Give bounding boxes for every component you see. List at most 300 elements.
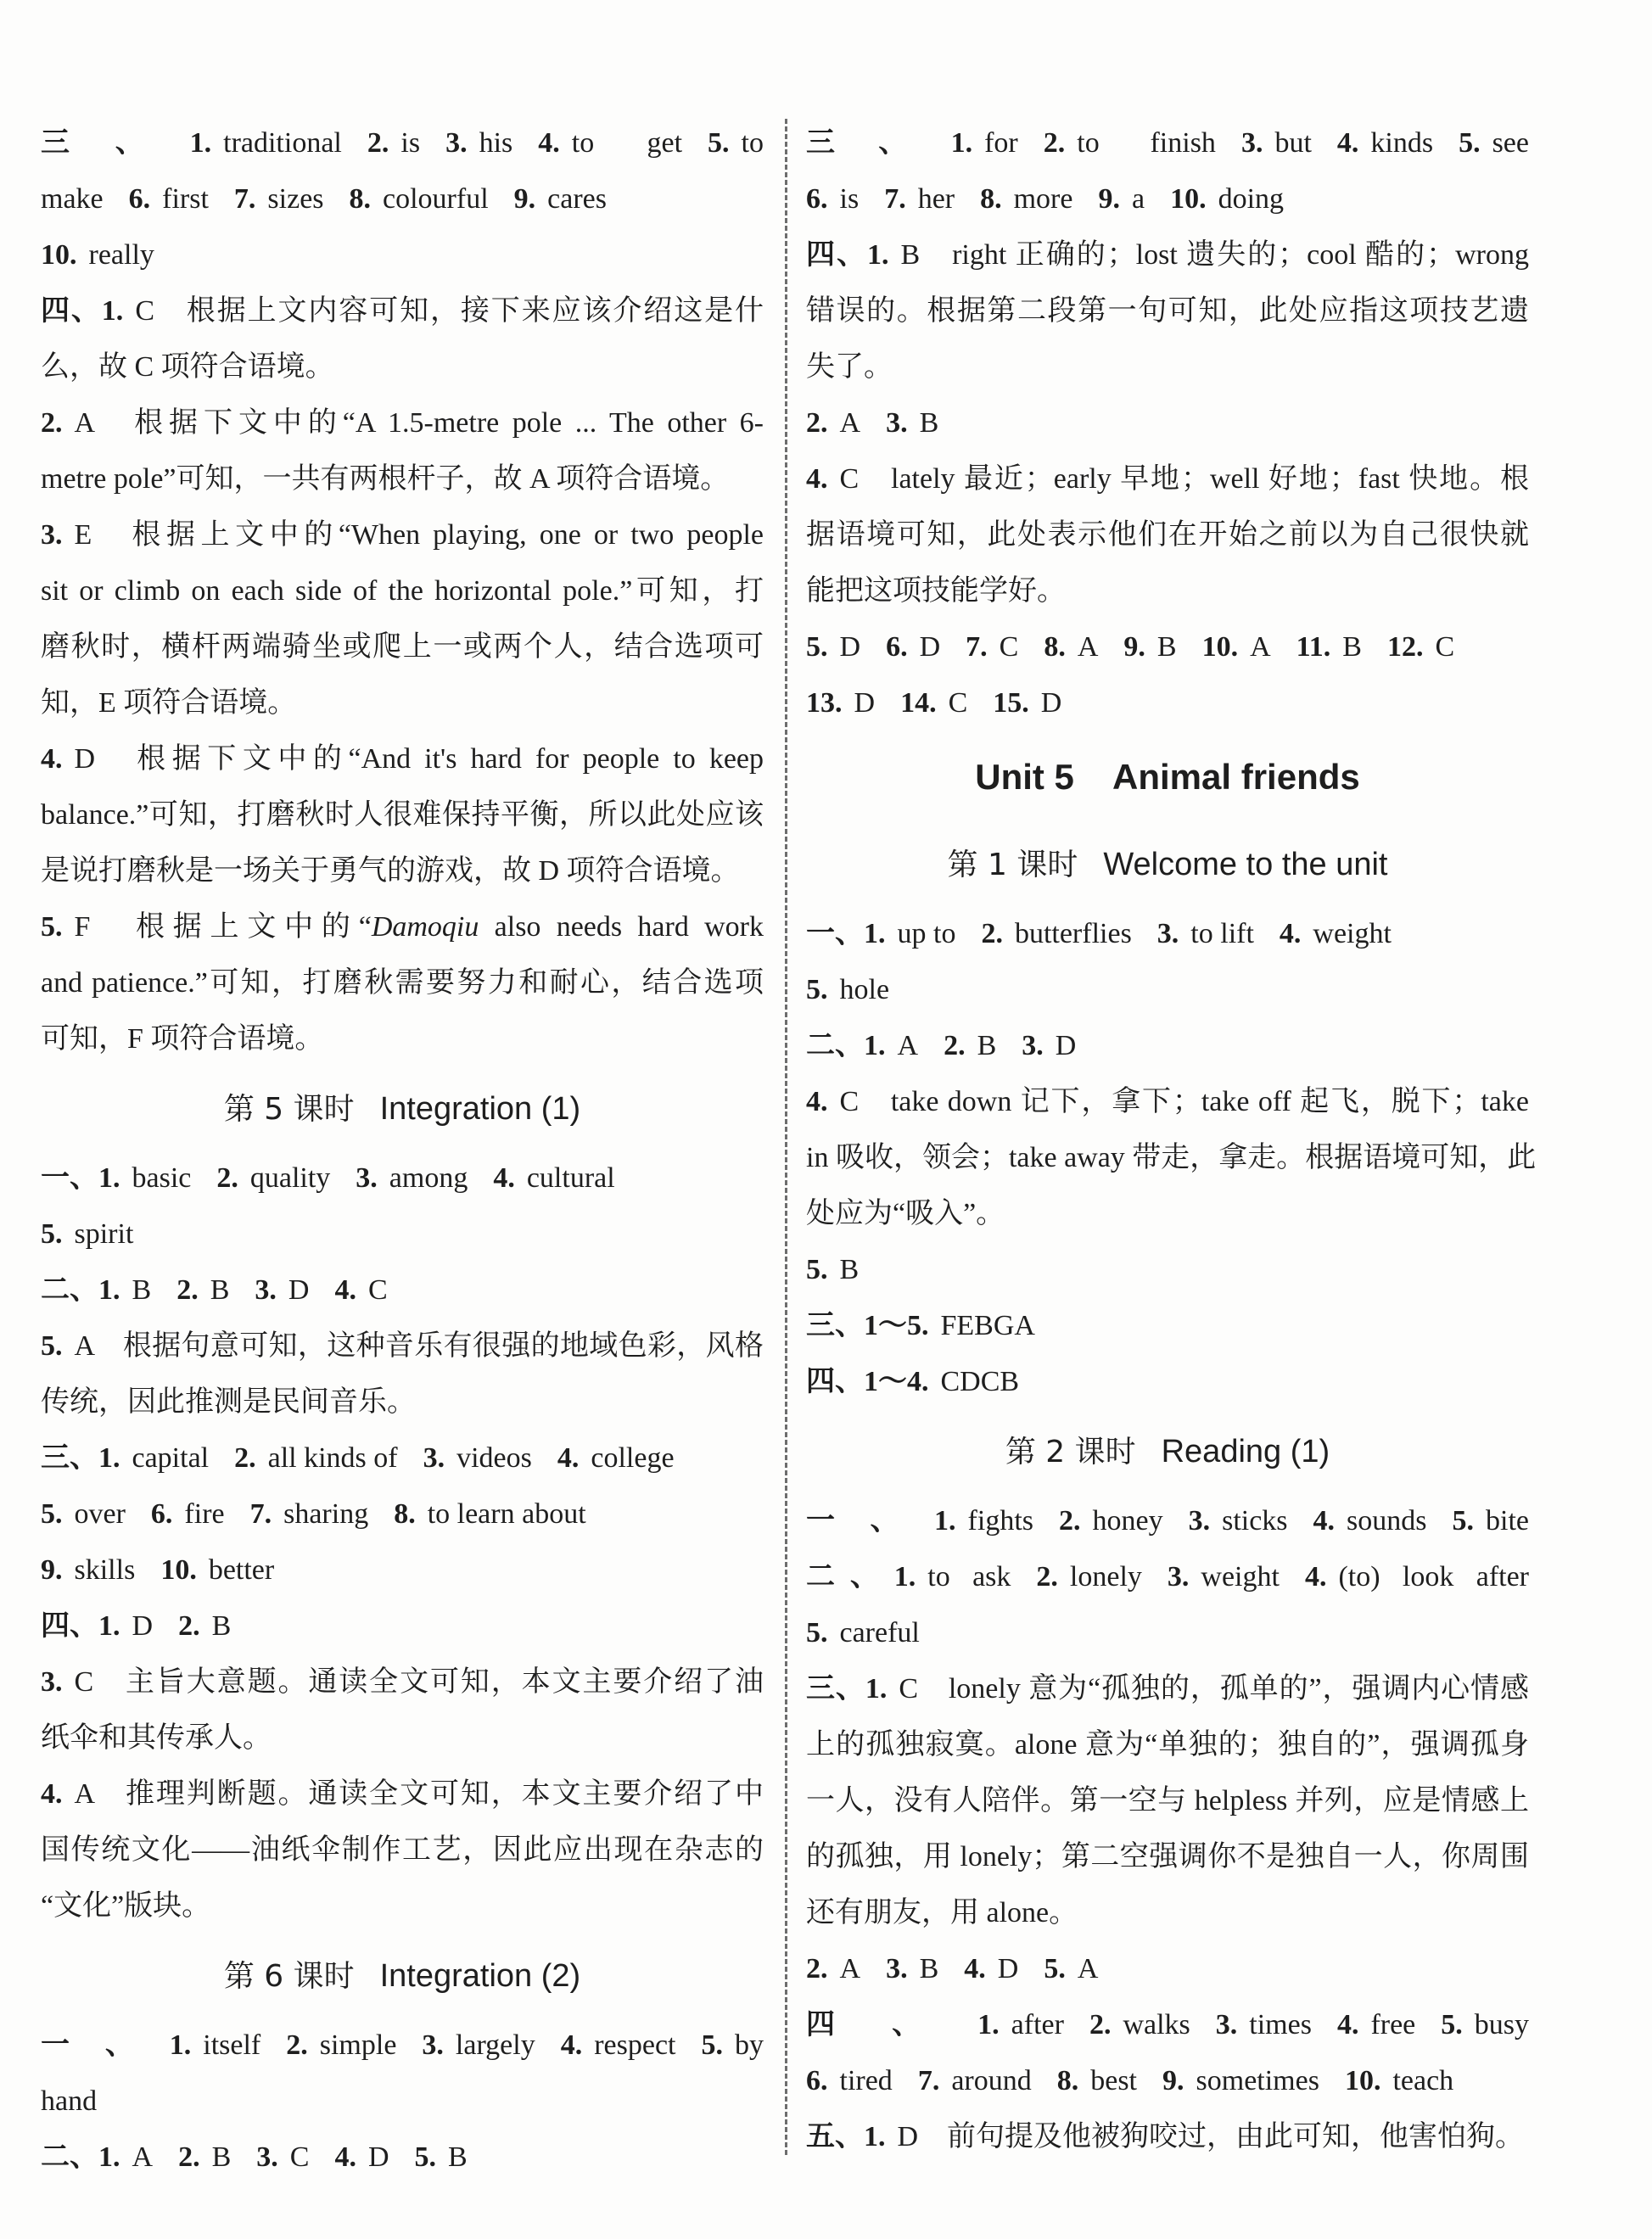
- question-number: 四、1.: [806, 2009, 1000, 2040]
- left-column: [41, 115, 764, 2186]
- answer-text: 传统，因此推测是民间音乐。: [41, 1386, 416, 1418]
- answer-line: [41, 1822, 764, 1878]
- answer-line: [806, 563, 1529, 619]
- answer-text: capital: [132, 1442, 210, 1474]
- answer-text: better: [208, 1554, 275, 1586]
- answer-line: [41, 283, 764, 339]
- answer-text: his: [479, 127, 513, 159]
- question-number: 2.: [806, 407, 828, 439]
- answer-text: D: [839, 631, 861, 663]
- answer-line: [41, 2130, 764, 2186]
- answer-text: B: [448, 2141, 468, 2173]
- answer-text: after: [1011, 2009, 1064, 2040]
- answer-text: her: [917, 183, 955, 215]
- answer-line: [41, 1486, 764, 1542]
- lesson-number: 第 2 课时: [1005, 1435, 1136, 1469]
- question-number: 9.: [41, 1554, 63, 1586]
- question-number: 四、1.: [41, 1610, 120, 1642]
- question-number: 7.: [233, 183, 256, 215]
- answer-text: around: [951, 2065, 1032, 2096]
- question-number: 8.: [980, 183, 1002, 215]
- answer-text: and patience.”可知，打磨秋需要努力和耐心，结合选项: [41, 967, 764, 999]
- answer-text: (to) look after: [1338, 1561, 1529, 1592]
- answer-text: 还有朋友，用 alone。: [806, 1897, 1078, 1928]
- answer-line: [806, 1018, 1529, 1074]
- answer-text: butterflies: [1014, 918, 1132, 949]
- answer-text: sit or climb on each side of the horizontal pole.”可知，打: [41, 575, 764, 607]
- question-number: 10.: [1344, 2065, 1381, 2096]
- question-number: 2.: [286, 2029, 308, 2061]
- question-number: 3.: [1167, 1561, 1190, 1592]
- answer-text: B: [1342, 631, 1362, 663]
- question-number: 3.: [1022, 1030, 1044, 1061]
- question-number: 7.: [966, 631, 988, 663]
- answer-text: for: [984, 127, 1018, 159]
- question-number: 3.: [422, 2029, 444, 2061]
- question-number: 三、1.: [806, 1673, 888, 1704]
- answer-text: see: [1492, 127, 1529, 159]
- question-number: 5.: [1441, 2009, 1463, 2040]
- question-number: 2.: [1059, 1505, 1081, 1537]
- question-number: 4.: [557, 1442, 580, 1474]
- question-number: 5.: [806, 1617, 828, 1648]
- question-number: 4.: [41, 1778, 63, 1810]
- question-number: 3.: [1215, 2009, 1238, 2040]
- answer-line: [806, 2109, 1529, 2165]
- answer-line: [806, 171, 1529, 227]
- answer-line: [41, 395, 764, 451]
- answer-text: but: [1274, 127, 1312, 159]
- question-number: 10.: [1170, 183, 1207, 215]
- answer-line: [41, 171, 764, 227]
- question-number: 一、1.: [41, 2029, 192, 2061]
- lesson-heading: [41, 1934, 764, 2018]
- answer-text: 么，故 C 项符合语境。: [41, 351, 334, 383]
- answer-text: careful: [839, 1617, 920, 1648]
- question-number: 4.: [1313, 1505, 1336, 1537]
- answer-text: 国传统文化——油纸伞制作工艺，因此应出现在杂志的: [41, 1834, 764, 1866]
- question-number: 11.: [1296, 631, 1331, 663]
- question-number: 3.: [886, 407, 908, 439]
- answer-line: [41, 1710, 764, 1766]
- answer-text: A: [1077, 631, 1099, 663]
- answer-text: itself: [203, 2029, 261, 2061]
- question-number: 2.: [178, 1610, 200, 1642]
- answer-text: C: [289, 2141, 310, 2173]
- answer-line: [41, 675, 764, 731]
- answer-text: colourful: [383, 183, 489, 215]
- answer-line: [41, 227, 764, 283]
- answer-text: by: [735, 2029, 764, 2061]
- answer-text: hole: [839, 974, 890, 1005]
- answer-text: fights: [967, 1505, 1033, 1537]
- question-number: 6.: [806, 183, 828, 215]
- question-number: 2.: [41, 407, 63, 439]
- answer-line: [806, 1298, 1529, 1354]
- answer-text: 能把这项技能学好。: [806, 575, 1066, 607]
- answer-line: [806, 1997, 1529, 2053]
- answer-text: free: [1370, 2009, 1416, 2040]
- right-column: [806, 115, 1537, 2165]
- question-number: 14.: [900, 687, 937, 719]
- answer-text: 上的孤独寂寞。alone 意为“单独的；独自的”，强调孤身: [806, 1729, 1529, 1760]
- question-number: 5.: [701, 2029, 723, 2061]
- question-number: 一、1.: [806, 1505, 956, 1537]
- answer-line: [806, 1829, 1529, 1885]
- question-number: 8.: [1044, 631, 1066, 663]
- answer-line: [806, 507, 1529, 563]
- answer-text: A: [1250, 631, 1271, 663]
- answer-text: 失了。: [806, 351, 893, 383]
- question-number: 15.: [993, 687, 1029, 719]
- answer-text: C take down 记下，拿下；take off 起飞，脱下；take: [839, 1086, 1529, 1117]
- answer-text: A 根据句意可知，这种音乐有很强的地域色彩，风格: [74, 1330, 764, 1362]
- answer-line: [806, 1773, 1529, 1829]
- question-number: 三、1.: [806, 127, 973, 159]
- answer-line: [806, 962, 1529, 1018]
- question-number: 5.: [1044, 1953, 1066, 1984]
- question-number: 4.: [560, 2029, 583, 2061]
- answer-text: hand: [41, 2085, 98, 2117]
- question-number: 3.: [356, 1162, 378, 1194]
- answer-text: B: [211, 1610, 232, 1642]
- question-number: 一、1.: [41, 1162, 120, 1194]
- question-number: 6.: [886, 631, 908, 663]
- question-number: 2.: [367, 127, 389, 159]
- question-number: 三、1.: [41, 127, 212, 159]
- answer-text: among: [389, 1162, 468, 1194]
- question-number: 一、1.: [806, 918, 886, 949]
- answer-text: C: [948, 687, 968, 719]
- question-number: 四、1～4.: [806, 1366, 929, 1397]
- question-number: 3.: [423, 1442, 445, 1474]
- answer-text: times: [1249, 2009, 1312, 2040]
- answer-line: [806, 619, 1529, 675]
- answer-text: also needs hard work: [479, 911, 764, 943]
- answer-line: [41, 1598, 764, 1654]
- answer-line: [806, 1354, 1529, 1410]
- lesson-heading: [41, 1067, 764, 1150]
- answer-text: A: [839, 1953, 861, 1984]
- answer-text: A 推理判断题。通读全文可知，本文主要介绍了中: [74, 1778, 764, 1810]
- answer-text: C 根据上文内容可知，接下来应该介绍这是什: [135, 295, 764, 327]
- question-number: 10.: [1201, 631, 1239, 663]
- answer-line: [806, 906, 1529, 962]
- answer-line: [41, 1766, 764, 1822]
- answer-line: [41, 955, 764, 1011]
- answer-text: sharing: [283, 1498, 369, 1530]
- answer-text: D: [367, 2141, 389, 2173]
- question-number: 二、1.: [41, 1274, 120, 1306]
- answer-text: largely: [455, 2029, 535, 2061]
- question-number: 5.: [806, 631, 828, 663]
- answer-text: to lift: [1190, 918, 1254, 949]
- unit-title: Unit 5 Animal friends: [975, 757, 1360, 797]
- question-number: 4.: [334, 2141, 356, 2173]
- answer-text: 是说打磨秋是一场关于勇气的游戏，故 D 项符合语境。: [41, 855, 740, 887]
- question-number: 4.: [334, 1274, 356, 1306]
- answer-line: [41, 843, 764, 899]
- answer-text: to ask: [927, 1561, 1011, 1592]
- question-number: 4.: [806, 1086, 828, 1117]
- question-number: 5.: [414, 2141, 436, 2173]
- lesson-title: Welcome to the unit: [1103, 847, 1388, 882]
- answer-text: metre pole”可知，一共有两根杆子，故 A 项符合语境。: [41, 463, 730, 495]
- answer-text: simple: [319, 2029, 397, 2061]
- question-number: 3.: [445, 127, 468, 159]
- answer-line: [806, 1885, 1529, 1941]
- answer-text: D: [1040, 687, 1062, 719]
- lesson-number: 第 5 课时: [223, 1092, 355, 1127]
- question-number: 5.: [806, 1254, 828, 1285]
- question-number: 四、1.: [806, 239, 889, 271]
- question-number: 4.: [1304, 1561, 1327, 1592]
- question-number: 6.: [150, 1498, 173, 1530]
- answer-text: 纸伞和其传承人。: [41, 1722, 272, 1754]
- answer-line: [41, 1011, 764, 1067]
- answer-text: 据语境可知，此处表示他们在开始之前以为自己很快就: [806, 519, 1529, 551]
- answer-line: [41, 731, 764, 787]
- answer-line: [41, 2074, 764, 2130]
- answer-text: to: [741, 127, 764, 159]
- answer-text: D 前句提及他被狗咬过，由此可知，他害怕狗。: [897, 2121, 1525, 2152]
- answer-text: B: [919, 407, 939, 439]
- answer-line: [806, 2053, 1529, 2109]
- question-number: 5.: [1459, 127, 1481, 159]
- answer-text: best: [1090, 2065, 1138, 2096]
- answer-text: B: [839, 1254, 860, 1285]
- question-number: 3.: [1240, 127, 1263, 159]
- answer-text: 的孤独，用 lonely；第二空强调你不是独自一人，你周围: [806, 1841, 1529, 1872]
- answer-line: [806, 1605, 1529, 1661]
- answer-text: F 根据上文中的“: [74, 911, 372, 943]
- lesson-heading: [806, 1410, 1529, 1493]
- answer-text: 处应为“吸入”。: [806, 1198, 1005, 1229]
- answer-text: all kinds of: [267, 1442, 398, 1474]
- answer-text: sometimes: [1196, 2065, 1319, 2096]
- question-number: 9.: [1123, 631, 1145, 663]
- question-number: 3.: [1156, 918, 1179, 949]
- answer-line: [806, 1074, 1529, 1130]
- answer-text: a: [1131, 183, 1145, 215]
- answer-text: balance.”可知，打磨秋时人很难保持平衡，所以此处应该: [41, 799, 764, 831]
- answer-text: over: [74, 1498, 126, 1530]
- answer-text: D: [132, 1610, 154, 1642]
- answer-text: sizes: [267, 183, 324, 215]
- answer-text: C 主旨大意题。通读全文可知，本文主要介绍了油: [74, 1666, 764, 1698]
- answer-text: D: [1055, 1030, 1077, 1061]
- answer-text: A: [1077, 1953, 1099, 1984]
- answer-line: [41, 1262, 764, 1318]
- answer-text: lonely: [1069, 1561, 1142, 1592]
- answer-text: B: [1156, 631, 1177, 663]
- answer-text: is: [839, 183, 860, 215]
- question-number: 2.: [178, 2141, 200, 2173]
- answer-line: [41, 619, 764, 675]
- answer-text: is: [400, 127, 421, 159]
- question-number: 四、1.: [41, 295, 124, 327]
- question-number: 2.: [1043, 127, 1066, 159]
- answer-text: respect: [594, 2029, 676, 2061]
- question-number: 2.: [176, 1274, 199, 1306]
- answer-line: [806, 395, 1529, 451]
- answer-line: [806, 1941, 1529, 1997]
- question-number: 2.: [1036, 1561, 1058, 1592]
- question-number: 4.: [1279, 918, 1302, 949]
- answer-text: walks: [1123, 2009, 1190, 2040]
- answer-text: A 根据下文中的“A 1.5-metre pole ... The other 6-: [74, 407, 764, 439]
- answer-text: D: [854, 687, 876, 719]
- question-number: 7.: [917, 2065, 940, 2096]
- answer-text: 错误的。根据第二段第一句可知，此处应指这项技艺遗: [806, 295, 1529, 327]
- answer-text: make: [41, 183, 104, 215]
- question-number: 三、1～5.: [806, 1310, 929, 1341]
- question-number: 3.: [886, 1953, 908, 1984]
- answer-line: [41, 563, 764, 619]
- question-number: 2.: [1089, 2009, 1112, 2040]
- question-number: 6.: [806, 2065, 828, 2096]
- answer-text: cultural: [526, 1162, 615, 1194]
- question-number: 5.: [41, 1330, 63, 1362]
- answer-text: A: [132, 2141, 154, 2173]
- answer-text: traditional: [223, 127, 342, 159]
- answer-text: quality: [249, 1162, 331, 1194]
- answer-line: [806, 1242, 1529, 1298]
- question-number: 二、1.: [806, 1030, 886, 1061]
- answer-text: weight: [1201, 1561, 1280, 1592]
- answer-line: [41, 1150, 764, 1206]
- question-number: 3.: [255, 1274, 277, 1306]
- question-number: 4.: [806, 463, 828, 495]
- answer-text: B: [210, 1274, 230, 1306]
- question-number: 五、1.: [806, 2121, 886, 2152]
- answer-text: bite: [1486, 1505, 1529, 1537]
- answer-text: teach: [1392, 2065, 1454, 2096]
- answer-text: 一人，没有人陪伴。第一空与 helpless 并列，应是情感上: [806, 1785, 1529, 1816]
- answer-text: D: [288, 1274, 310, 1306]
- answer-text: B: [211, 2141, 232, 2173]
- lesson-number: 第 6 课时: [223, 1959, 355, 1994]
- question-number: 4.: [1336, 2009, 1359, 2040]
- answer-line: [41, 1542, 764, 1598]
- answer-line: [806, 1130, 1537, 1186]
- column-divider: [785, 119, 787, 2155]
- answer-text: to get: [571, 127, 683, 159]
- answer-text: FEBGA: [940, 1310, 1035, 1341]
- question-number: 7.: [249, 1498, 272, 1530]
- answer-text: cares: [547, 183, 607, 215]
- answer-text: up to: [897, 918, 956, 949]
- question-number: 8.: [1056, 2065, 1079, 2096]
- question-number: 9.: [513, 183, 536, 215]
- question-number: 4.: [493, 1162, 515, 1194]
- answer-text: B right 正确的；lost 遗失的；cool 酷的；wrong: [900, 239, 1530, 271]
- answer-line: [806, 451, 1529, 507]
- lesson-heading: [806, 823, 1529, 906]
- question-number: 9.: [1098, 183, 1120, 215]
- answer-text: videos: [456, 1442, 532, 1474]
- answer-line: [806, 339, 1529, 395]
- answer-line: [806, 675, 1529, 731]
- question-number: 4.: [41, 743, 63, 775]
- answer-line: [41, 1654, 764, 1710]
- question-number: 9.: [1162, 2065, 1184, 2096]
- question-number: 3.: [256, 2141, 278, 2173]
- question-number: 二、1.: [41, 2141, 120, 2173]
- answer-line: [41, 2018, 764, 2074]
- answer-text: more: [1013, 183, 1073, 215]
- question-number: 13.: [806, 687, 843, 719]
- answer-line: [806, 1661, 1529, 1717]
- question-number: 8.: [349, 183, 372, 215]
- answer-text: in 吸收，领会；take away 带走，拿走。根据语境可知，此: [806, 1142, 1537, 1173]
- answer-line: [806, 1549, 1529, 1605]
- question-number: 5.: [806, 974, 828, 1005]
- answer-text: sounds: [1347, 1505, 1427, 1537]
- question-number: 3.: [1188, 1505, 1211, 1537]
- italic-text: Damoqiu: [371, 911, 479, 943]
- lesson-title: Integration (2): [379, 1958, 581, 1994]
- answer-line: [806, 1186, 1529, 1242]
- answer-line: [41, 1318, 764, 1374]
- question-number: 三、1.: [41, 1442, 120, 1474]
- answer-line: [41, 339, 764, 395]
- answer-text: first: [162, 183, 209, 215]
- answer-line: [41, 1206, 764, 1262]
- question-number: 5.: [708, 127, 730, 159]
- question-number: 2.: [234, 1442, 256, 1474]
- question-number: 3.: [41, 519, 63, 551]
- answer-line: [41, 507, 764, 563]
- question-number: 5.: [41, 911, 63, 943]
- answer-line: [806, 1717, 1529, 1773]
- answer-line: [41, 899, 764, 955]
- question-number: 5.: [41, 1218, 63, 1250]
- answer-line: [806, 1493, 1529, 1549]
- question-number: 12.: [1386, 631, 1424, 663]
- answer-text: C lately 最近；early 早地；well 好地；fast 快地。根: [839, 463, 1529, 495]
- answer-text: C: [999, 631, 1019, 663]
- answer-line: [41, 115, 764, 171]
- answer-line: [41, 1878, 764, 1934]
- answer-text: C lonely 意为“孤独的，孤单的”，强调内心情感: [899, 1673, 1530, 1704]
- answer-text: sticks: [1222, 1505, 1288, 1537]
- answer-text: D: [997, 1953, 1019, 1984]
- lesson-number: 第 1 课时: [947, 848, 1078, 882]
- question-number: 10.: [41, 239, 77, 271]
- answer-line: [41, 451, 764, 507]
- answer-text: tired: [839, 2065, 893, 2096]
- answer-text: spirit: [74, 1218, 134, 1250]
- answer-text: D 根据下文中的“And it's hard for people to keep: [74, 743, 764, 775]
- question-number: 7.: [884, 183, 906, 215]
- answer-text: E 根据上文中的“When playing, one or two people: [74, 519, 764, 551]
- answer-line: [806, 283, 1529, 339]
- question-number: 6.: [128, 183, 151, 215]
- answer-text: B: [132, 1274, 152, 1306]
- answer-text: skills: [74, 1554, 136, 1586]
- question-number: 4.: [1336, 127, 1359, 159]
- question-number: 2.: [981, 918, 1003, 949]
- answer-text: A: [839, 407, 861, 439]
- answer-text: kinds: [1370, 127, 1434, 159]
- answer-text: college: [591, 1442, 675, 1474]
- question-number: 10.: [160, 1554, 197, 1586]
- question-number: 8.: [394, 1498, 416, 1530]
- answer-text: D: [919, 631, 941, 663]
- question-number: 二、1.: [806, 1561, 916, 1592]
- answer-text: B: [977, 1030, 997, 1061]
